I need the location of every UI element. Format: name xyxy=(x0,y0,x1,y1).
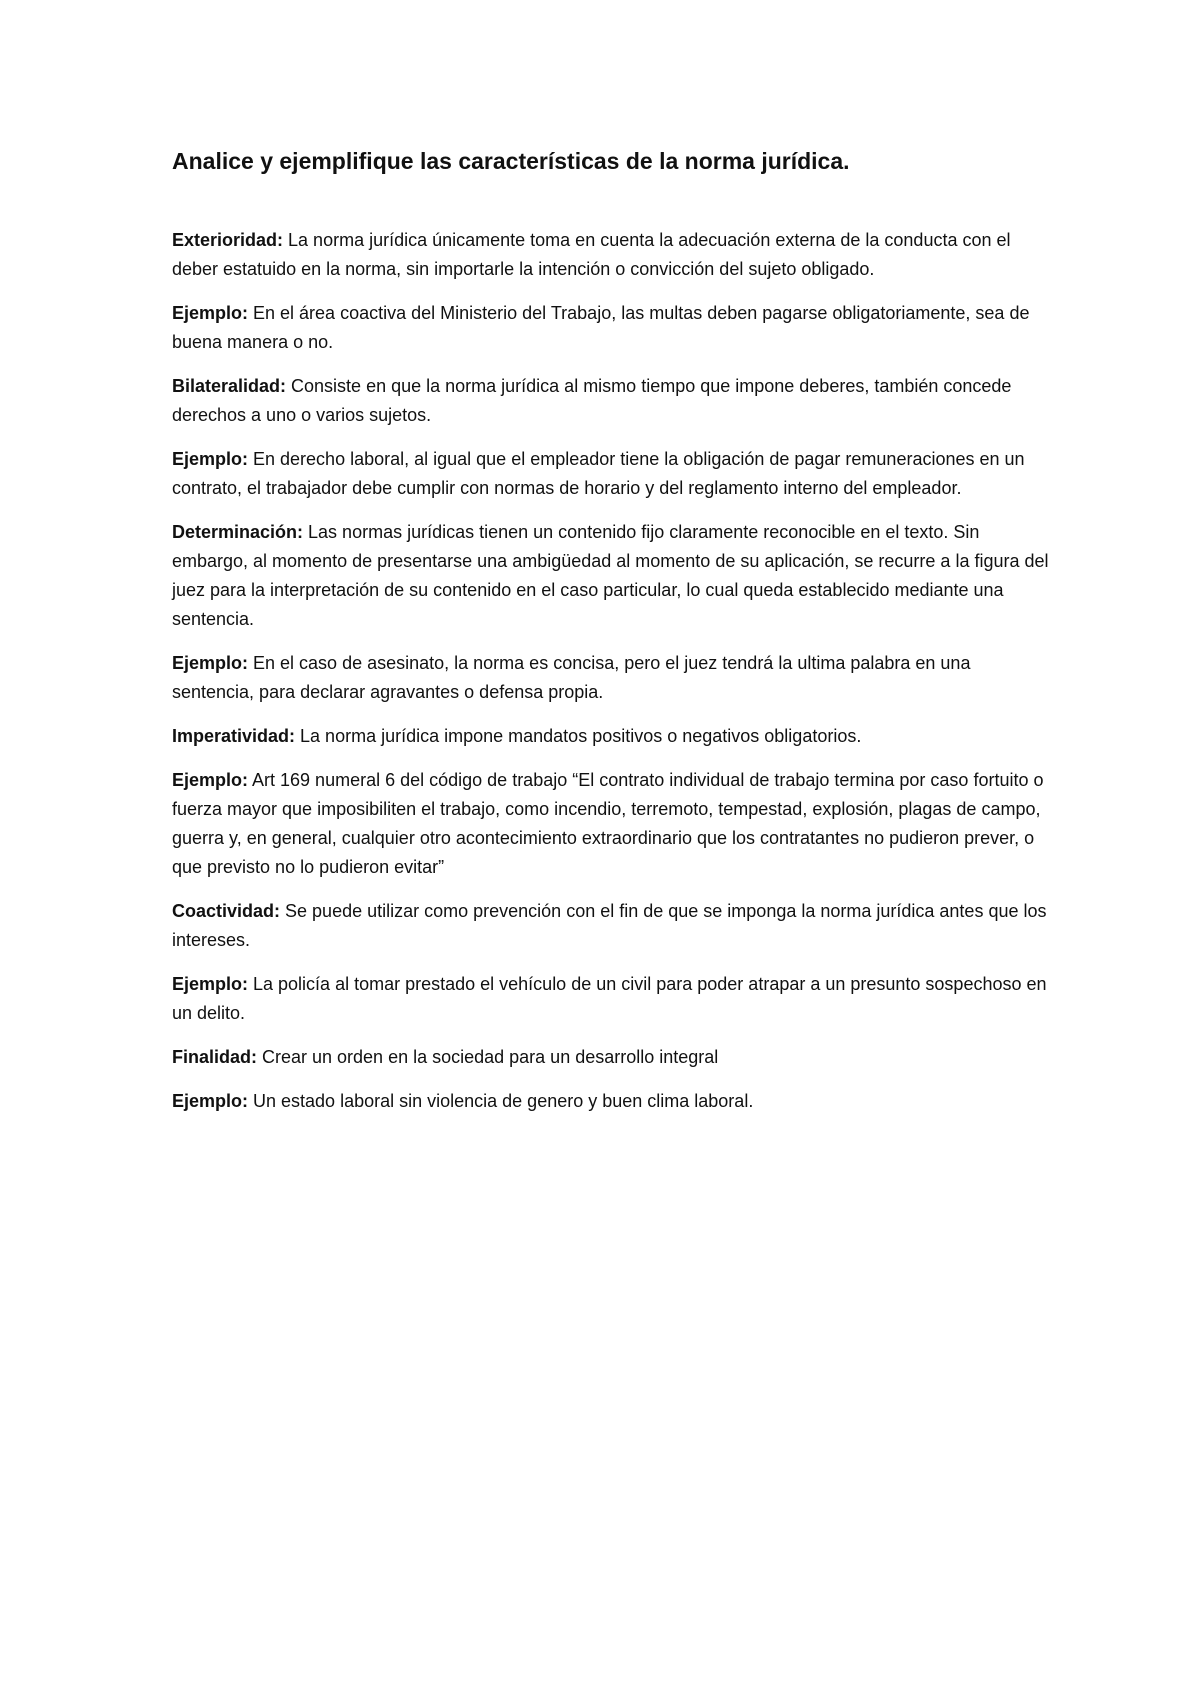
term-label: Ejemplo: xyxy=(172,653,249,673)
term-label: Ejemplo: xyxy=(172,1091,249,1111)
term-label: Ejemplo: xyxy=(172,449,249,469)
paragraph-exterioridad xyxy=(172,226,1052,284)
term-label: Coactividad: xyxy=(172,901,281,921)
term-label: Ejemplo: xyxy=(172,974,249,994)
term-label: Bilateralidad: xyxy=(172,376,287,396)
paragraph-determinacion xyxy=(172,518,1052,634)
paragraph-text: Consiste en que la norma jurídica al mismo tiempo que impone deberes, también concede derechos a uno o varios sujetos. xyxy=(172,376,1012,425)
term-label: Finalidad: xyxy=(172,1047,257,1067)
paragraph-text: La norma jurídica únicamente toma en cuenta la adecuación externa de la conducta con el deber estatuido en la norma, sin importarle la intención o convicción del sujeto obligado. xyxy=(172,230,1011,279)
paragraph-text: Las normas jurídicas tienen un contenido fijo claramente reconocible en el texto. Sin embargo, al momento de presentarse una ambigüedad al momento de su aplicación, se recurre a la figura del juez para la interpretación de su contenido en el caso particular, lo cual queda establecido mediante una sentencia. xyxy=(172,522,1049,629)
term-label: Exterioridad: xyxy=(172,230,284,250)
paragraph-text: La policía al tomar prestado el vehículo de un civil para poder atrapar a un presunto sospechoso en un delito. xyxy=(172,974,1047,1023)
paragraph-text: Crear un orden en la sociedad para un desarrollo integral xyxy=(257,1047,719,1067)
paragraph-text: En el caso de asesinato, la norma es concisa, pero el juez tendrá la ultima palabra en una sentencia, para declarar agravantes o defensa propia. xyxy=(172,653,971,702)
paragraph-ejemplo-determinacion xyxy=(172,649,1052,707)
paragraph-text: Se puede utilizar como prevención con el fin de que se imponga la norma jurídica antes que los intereses. xyxy=(172,901,1047,950)
term-label: Ejemplo: xyxy=(172,303,249,323)
paragraph-ejemplo-imperatividad xyxy=(172,766,1052,882)
term-label: Ejemplo: xyxy=(172,770,249,790)
paragraph-bilateralidad xyxy=(172,372,1052,430)
paragraph-ejemplo-bilateralidad xyxy=(172,445,1052,503)
paragraph-finalidad xyxy=(172,1043,1052,1072)
paragraph-text: En derecho laboral, al igual que el empleador tiene la obligación de pagar remuneraciones en un contrato, el trabajador debe cumplir con normas de horario y del reglamento interno del empleador. xyxy=(172,449,1025,498)
paragraph-text: Art 169 numeral 6 del código de trabajo “El contrato individual de trabajo termina por caso fortuito o fuerza mayor que imposibiliten el trabajo, como incendio, terremoto, tempestad, explosión, plagas de campo, guerra y, en general, cualquier otro acontecimiento extraordinario que los contratantes no pudieron prever, o que previsto no lo pudieron evitar” xyxy=(172,770,1044,877)
paragraph-text: En el área coactiva del Ministerio del Trabajo, las multas deben pagarse obligatoriamente, sea de buena manera o no. xyxy=(172,303,1030,352)
document-content xyxy=(172,146,1052,1131)
paragraph-coactividad xyxy=(172,897,1052,955)
paragraph-text: La norma jurídica impone mandatos positivos o negativos obligatorios. xyxy=(295,726,862,746)
term-label: Imperatividad: xyxy=(172,726,296,746)
paragraph-ejemplo-exterioridad xyxy=(172,299,1052,357)
document-title: Analice y ejemplifique las características de la norma jurídica. xyxy=(172,148,850,174)
paragraph-imperatividad xyxy=(172,722,1052,751)
paragraph-ejemplo-coactividad xyxy=(172,970,1052,1028)
paragraph-text: Un estado laboral sin violencia de genero y buen clima laboral. xyxy=(248,1091,754,1111)
term-label: Determinación: xyxy=(172,522,304,542)
paragraph-ejemplo-finalidad xyxy=(172,1087,1052,1116)
